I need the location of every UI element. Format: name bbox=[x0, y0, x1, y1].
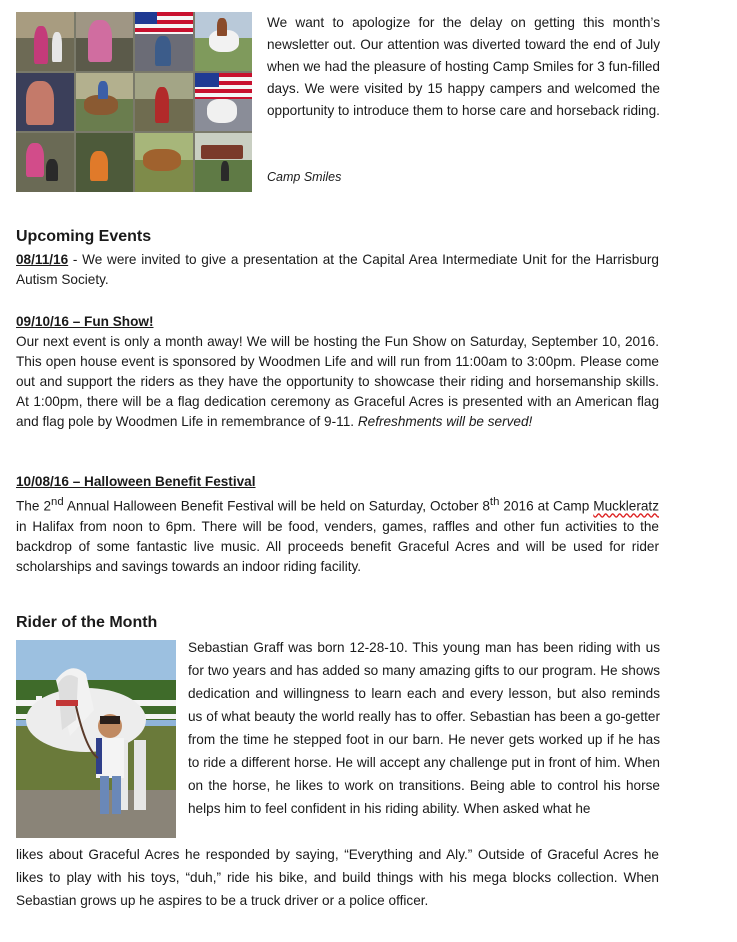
event-title: 09/10/16 – Fun Show! bbox=[16, 314, 154, 329]
upcoming-events-heading: Upcoming Events bbox=[16, 228, 152, 245]
intro-paragraph: We want to apologize for the delay on getting this month’s newsletter out. Our attention was diverted toward the end of July when we had the pleasure of hosting Camp Smiles for 3 fun-filled days. We were visited by 15 happy campers and welcomed the opportunity to introduce them to horse care and horseback riding. bbox=[267, 15, 660, 118]
event-title: 10/08/16 – Halloween Benefit Festival bbox=[16, 474, 256, 489]
event-description: Our next event is only a month away! We will be hosting the Fun Show on Saturday, September 10, 2016. This open house event is sponsored by Woodmen Life and will run from 11:00am to 3:00pm. Please come out and support the riders as they have the opportunity to showcase their riding and horsemanship skills. At 1:00pm, there will be a flag dedication ceremony as Graceful Acres is presented with an American flag and flag pole by Woodmen Life in remembrance of 9-11. bbox=[16, 334, 659, 429]
camp-smiles-photo-collage bbox=[16, 12, 252, 192]
collage-photo bbox=[76, 73, 134, 132]
collage-photo bbox=[16, 12, 74, 71]
collage-photo bbox=[16, 73, 74, 132]
rider-of-month-heading: Rider of the Month bbox=[16, 614, 158, 631]
event-08-11-16 bbox=[16, 250, 659, 290]
rider-story-top: Sebastian Graff was born 12-28-10. This young man has been riding with us for two years and has added so many amazing gifts to our program. He shows dedication and willingness to learn each and every lesson, but also reminds us of what beauty the world really has to offer. Sebastian has been a go-getter from the time he stepped foot in our barn. He never gets worked up if he has to ride a different horse. He will accept any challenge put in front of him. When on the horse, he likes to work on transitions. Being able to control his horse helps him to feel confident in his riding ability. When asked what he bbox=[188, 640, 660, 816]
ordinal-suffix: th bbox=[489, 496, 500, 508]
ordinal-suffix: nd bbox=[51, 496, 64, 508]
event-halloween-festival bbox=[16, 472, 659, 577]
event-date: 08/11/16 bbox=[16, 252, 69, 267]
rider-story-bottom: likes about Graceful Acres he responded by saying, “Everything and Aly.” Outside of Graceful Acres he likes to play with his toys, “duh,” ride his bike, and build things with his mega blocks collection. When Sebastian grows up he aspires to be a truck driver or a police officer. bbox=[16, 847, 659, 908]
event-description: - We were invited to give a presentation at the Capital Area Intermediate Unit for the Harrisburg Autism Society. bbox=[16, 252, 659, 287]
event-text-part: The 2 bbox=[16, 498, 52, 514]
collage-photo bbox=[135, 73, 193, 132]
event-text-part: 2016 at Camp bbox=[499, 498, 594, 514]
collage-photo bbox=[76, 133, 134, 192]
collage-photo bbox=[76, 12, 134, 71]
photo-caption: Camp Smiles bbox=[267, 170, 342, 184]
collage-photo bbox=[16, 133, 74, 192]
event-text-part: Annual Halloween Benefit Festival will be held on Saturday, October 8 bbox=[63, 498, 490, 514]
rider-photo bbox=[16, 640, 176, 838]
event-fun-show bbox=[16, 312, 659, 432]
event-place-name: Muckleratz bbox=[593, 498, 659, 514]
collage-photo bbox=[195, 73, 253, 132]
collage-photo bbox=[135, 12, 193, 71]
rider-with-horse-illustration bbox=[16, 640, 176, 838]
collage-photo bbox=[135, 133, 193, 192]
event-emphasis: Refreshments will be served! bbox=[357, 414, 533, 429]
collage-photo bbox=[195, 12, 253, 71]
collage-photo bbox=[195, 133, 253, 192]
event-text-part: in Halifax from noon to 6pm. There will be food, venders, games, raffles and other fun activities to the backdrop of some fantastic live music. All proceeds benefit Graceful Acres and will be used for rider scholarships and savings towards an indoor riding facility. bbox=[16, 518, 659, 574]
